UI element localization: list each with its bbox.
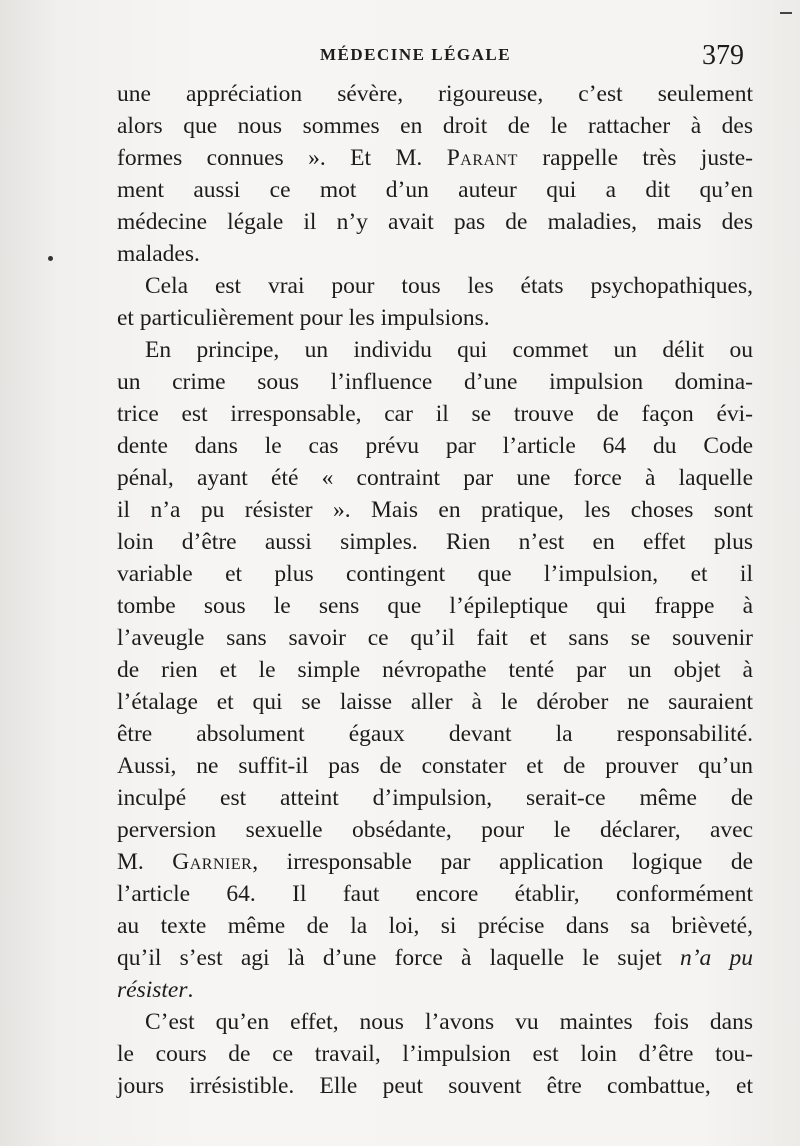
text-line (117, 974, 753, 1006)
text-line: l’article 64. Il faut encore établir, conformément (117, 881, 753, 907)
text-line: une appréciation sévère, rigoureuse, c’est seulement (117, 81, 753, 107)
text-run: . (187, 977, 194, 1003)
text-line: médecine légale il n’y avait pas de maladies, mais des (117, 209, 753, 235)
text-line: variable et plus contingent que l’impulsion, et il (117, 561, 753, 587)
page-header (0, 40, 800, 76)
author-name-parant: Parant (446, 145, 518, 171)
text-line: et particulièrement pour les impulsions. (117, 305, 490, 331)
scan-mark (780, 12, 792, 14)
text-line: l’aveugle sans savoir ce qu’il fait et sans se souvenir (117, 625, 753, 651)
text-line: être absolument égaux devant la responsabilité. (117, 721, 753, 747)
text-line (117, 846, 753, 878)
text-line: perversion sexuelle obsédante, pour le déclarer, avec (117, 817, 753, 843)
page-number: 379 (702, 40, 744, 71)
paragraph-start: C’est qu’en effet, nous l’avons vu maintes fois dans (145, 1009, 753, 1035)
text-run: qu’il s’est agi là d’une force à laquelle le sujet (117, 945, 680, 971)
text-line: alors que nous sommes en droit de le rattacher à des (117, 113, 753, 139)
text-line: au texte même de la loi, si précise dans sa brièveté, (117, 913, 753, 939)
text-line: malades. (117, 241, 200, 267)
running-title: MÉDECINE LÉGALE (320, 45, 512, 64)
text-line: Aussi, ne suffit-il pas de constater et de prouver qu’un (117, 753, 753, 779)
author-name-garnier: Garnier (172, 849, 253, 875)
text-run: , irresponsable par application logique de (252, 849, 753, 875)
text-line: le cours de ce travail, l’impulsion est loin d’être tou- (117, 1041, 753, 1067)
text-line: jours irrésistible. Elle peut souvent être combattue, et (117, 1073, 753, 1099)
italic-phrase: n’a pu (679, 945, 753, 971)
text-run: M. (117, 849, 173, 875)
text-line: de rien et le simple névropathe tenté par un objet à (117, 657, 753, 683)
paragraph-start: En principe, un individu qui commet un délit ou (145, 337, 753, 363)
text-line: dente dans le cas prévu par l’article 64 du Code (117, 433, 753, 459)
body-text (117, 78, 753, 1102)
text-line: tombe sous le sens que l’épileptique qui frappe à (117, 593, 753, 619)
text-line (117, 942, 753, 974)
text-line: loin d’être aussi simples. Rien n’est en effet plus (117, 529, 753, 555)
paragraph-start: Cela est vrai pour tous les états psychopathiques, (145, 273, 753, 299)
text-line: un crime sous l’influence d’une impulsion domina- (117, 369, 753, 395)
text-line: trice est irresponsable, car il se trouve de façon évi- (117, 401, 753, 427)
text-line: pénal, ayant été « contraint par une force à laquelle (117, 465, 753, 491)
text-line: l’étalage et qui se laisse aller à le dérober ne sauraient (117, 689, 753, 715)
text-run: rappelle très juste- (517, 145, 753, 171)
italic-phrase: résister (117, 977, 188, 1003)
text-line (117, 142, 753, 174)
text-line: inculpé est atteint d’impulsion, serait-ce même de (117, 785, 753, 811)
text-line: il n’a pu résister ». Mais en pratique, les choses sont (117, 497, 753, 523)
text-line: ment aussi ce mot d’un auteur qui a dit qu’en (117, 177, 753, 203)
text-run: formes connues ». Et M. (117, 145, 447, 171)
margin-dot (48, 256, 53, 261)
